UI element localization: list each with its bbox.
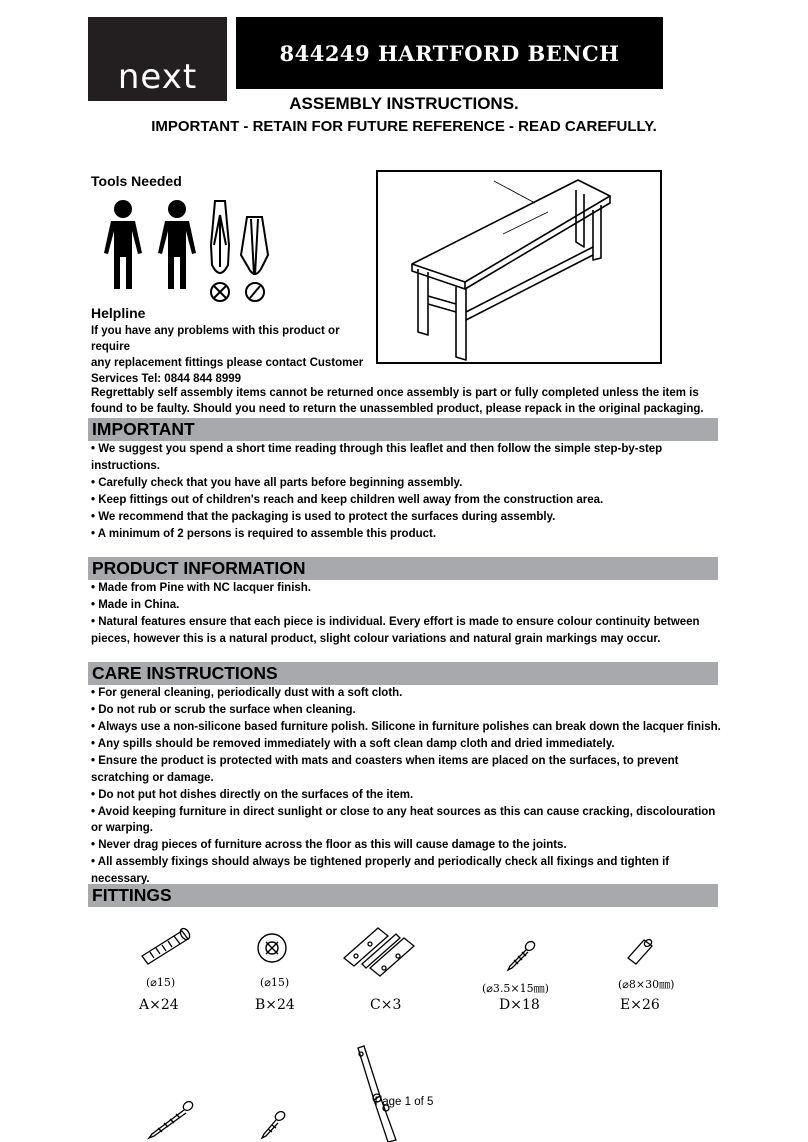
list-item: • Made in China. xyxy=(91,599,180,611)
care-list xyxy=(91,685,721,888)
brand-logo xyxy=(88,17,227,101)
fitting-size: (⌀15) xyxy=(146,976,176,989)
fitting-size: (⌀15) xyxy=(260,976,290,989)
list-item: • Avoid keeping furniture in direct sunlight or close to any heat sources as this can cause cracking, discolouration or warping. xyxy=(91,805,716,834)
list-item: • We suggest you spend a short time reading through this leaflet and then follow the simple step-by-step instructions. xyxy=(91,443,663,472)
helpline-text xyxy=(91,323,381,387)
list-item: • Never drag pieces of furniture across the floor as this will cause damage to the joints. xyxy=(91,839,567,851)
list-item: • Do not put hot dishes directly on the surfaces of the item. xyxy=(91,788,414,801)
product-title: 844249 HARTFORD BENCH xyxy=(236,17,663,89)
bench-drawing xyxy=(378,172,660,362)
page-number: Page 1 of 5 xyxy=(374,1096,434,1108)
return-notice: Regrettably self assembly items cannot be returned once assembly is part or fully completed unless the item is found to be faulty. Should you need to return the unassembled product, please repack in the original packaging. xyxy=(91,387,704,415)
logo-text: next xyxy=(117,57,198,97)
care-heading: CARE INSTRUCTIONS xyxy=(88,662,718,685)
fitting-label: C×3 xyxy=(370,997,402,1013)
flat-screwdriver-icon xyxy=(241,217,268,301)
helpline-line: If you have any problems with this product or require xyxy=(91,325,340,353)
phillips-screwdriver-icon xyxy=(211,201,229,301)
list-item: • Ensure the product is protected with mats and coasters when items are placed on the surfaces, to prevent scratching or damage. xyxy=(91,755,679,784)
list-item: • Always use a non-silicone based furniture polish. Silicone in furniture polishes can break down the lacquer finish. xyxy=(91,721,721,733)
list-item: • Keep fittings out of children's reach and keep children well away from the construction area. xyxy=(91,493,604,506)
stay-hinge-icon xyxy=(350,1044,410,1142)
helpline-line: Services Tel: 0844 844 8999 xyxy=(91,373,242,385)
list-item: • All assembly fixings should always be tightened properly and periodically check all fixings and tighten if necessary. xyxy=(91,856,670,885)
hinge-icon xyxy=(340,922,418,980)
fittings-heading: FITTINGS xyxy=(88,884,718,907)
list-item: • Natural features ensure that each piece is individual. Every effort is made to ensure colour continuity between pieces, however this is a natural product, slight colour variations and natural grain markings may occur. xyxy=(91,616,700,645)
wooden-dowel-icon xyxy=(622,932,658,968)
cam-lock-icon xyxy=(252,928,292,968)
important-list xyxy=(91,441,721,543)
fitting-size: (⌀8×30㎜) xyxy=(618,978,675,991)
fitting-label: D×18 xyxy=(499,997,540,1013)
small-screw-icon xyxy=(256,1108,288,1140)
fitting-label: B×24 xyxy=(255,997,295,1013)
bench-illustration xyxy=(376,170,662,364)
important-heading: IMPORTANT xyxy=(88,418,718,441)
main-heading: ASSEMBLY INSTRUCTIONS. xyxy=(289,94,519,113)
cam-dowel-icon xyxy=(130,918,200,968)
fitting-size: (⌀3.5×15㎜) xyxy=(482,982,549,995)
helpline-line: any replacement fittings please contact Customer xyxy=(91,357,364,369)
short-screw-icon xyxy=(502,938,538,974)
list-item: • We recommend that the packaging is used to protect the surfaces during assembly. xyxy=(91,510,556,523)
list-item: • Made from Pine with NC lacquer finish. xyxy=(91,582,311,594)
product-info-heading: PRODUCT INFORMATION xyxy=(88,557,718,580)
list-item: • Any spills should be removed immediately with a soft clean damp cloth and dried immediately. xyxy=(91,738,615,750)
tools-label: Tools Needed xyxy=(91,173,182,189)
tools-figure xyxy=(98,195,288,303)
list-item: • A minimum of 2 persons is required to assemble this product. xyxy=(91,527,437,540)
sub-heading: IMPORTANT - RETAIN FOR FUTURE REFERENCE - READ CAREFULLY. xyxy=(151,118,657,135)
product-info-list xyxy=(91,580,721,648)
list-item: • For general cleaning, periodically dust with a soft cloth. xyxy=(91,687,403,699)
list-item: • Carefully check that you have all parts before beginning assembly. xyxy=(91,476,463,489)
fitting-label: A×24 xyxy=(139,997,179,1013)
person-icon xyxy=(158,200,196,289)
list-item: • Do not rub or scrub the surface when cleaning. xyxy=(91,704,356,716)
helpline-heading: Helpline xyxy=(91,305,146,321)
fitting-label: E×26 xyxy=(620,997,660,1013)
person-icon xyxy=(104,200,142,289)
